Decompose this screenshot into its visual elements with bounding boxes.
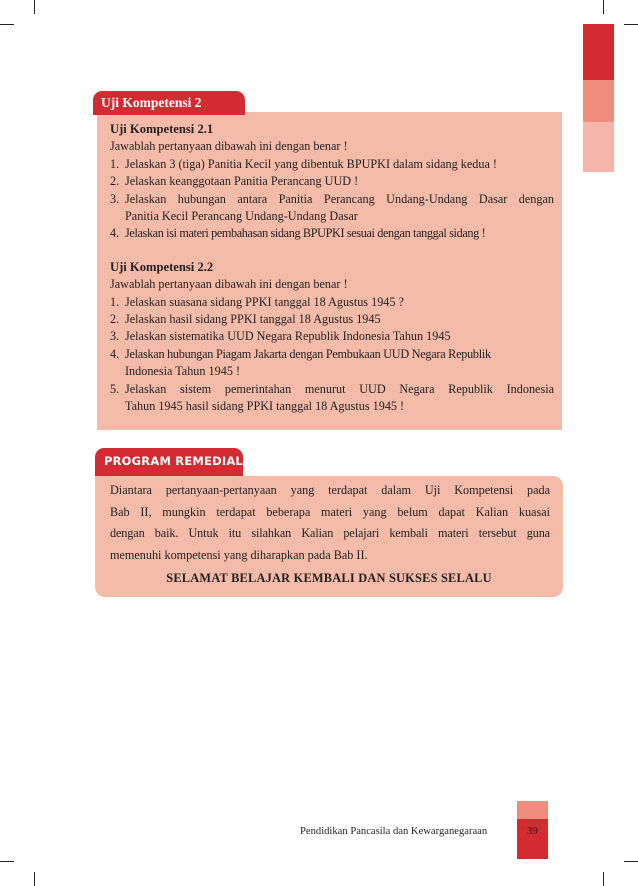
chapter-tab-salmon xyxy=(583,80,614,122)
question-item: 5. Jelaskan sistem pemerintahan menurut UUD Negara Republik Indonesia Tahun 1945 hasil sidang PPKI tanggal 18 Agustus 1945 ! xyxy=(110,381,554,414)
question-list-2 xyxy=(110,294,554,416)
question-item: 1. Jelaskan suasana sidang PPKI tanggal 18 Agustus 1945 ? xyxy=(110,294,404,309)
uji-kompetensi-content xyxy=(110,121,554,416)
crop-mark-top-right-h xyxy=(624,24,638,25)
question-list-1 xyxy=(110,156,554,243)
crop-mark-top-right-v xyxy=(603,0,604,14)
footer-book-title: Pendidikan Pancasila dan Kewarganegaraan xyxy=(300,826,488,837)
remedial-line: dengan baik. Untuk itu silahkan Kalian pelajari kembali materi tersebut guna xyxy=(110,526,550,541)
question-item: 4. Jelaskan isi materi pembahasan sidang BPUPKI sesuai dengan tanggal sidang ! xyxy=(110,226,486,241)
crop-mark-bottom-left-h xyxy=(0,861,14,862)
question-item: 4. Jelaskan hubungan Piagam Jakarta dengan Pembukaan UUD Negara Republik Indonesia Tahun 1945 ! xyxy=(110,346,491,379)
question-item: 3. Jelaskan hubungan antara Panitia Perancang Undang-Undang Dasar dengan Panitia Kecil Perancang Undang-Undang Dasar xyxy=(110,191,554,224)
chapter-tab-red xyxy=(583,24,614,80)
footer-tab-salmon xyxy=(517,801,548,819)
chapter-tab-light xyxy=(583,122,614,172)
program-remedial-label: PROGRAM REMEDIAL xyxy=(95,448,243,476)
crop-mark-top-left-v xyxy=(34,0,35,14)
remedial-line: memenuhi kompetensi yang diharapkan pada Bab II. xyxy=(110,547,368,562)
crop-mark-bottom-right-v xyxy=(603,872,604,886)
question-item: 3. Jelaskan sistematika UUD Negara Republik Indonesia Tahun 1945 xyxy=(110,329,451,344)
uji-kompetensi-label: Uji Kompetensi 2 xyxy=(93,91,245,115)
section-instruction: Jawablah pertanyaan dibawah ini dengan benar ! xyxy=(110,139,348,154)
closing-message: SELAMAT BELAJAR KEMBALI DAN SUKSES SELALU xyxy=(166,571,492,585)
remedial-line: Bab II, mungkin terdapat beberapa materi yang belum dapat Kalian kuasai xyxy=(110,504,550,519)
remedial-line: Diantara pertanyaan-pertanyaan yang terdapat dalam Uji Kompetensi pada xyxy=(110,483,550,497)
question-item: 2. Jelaskan hasil sidang PPKI tanggal 18 Agustus 1945 xyxy=(110,312,381,327)
section-title: Uji Kompetensi 2.2 xyxy=(110,259,214,274)
question-item: 1. Jelaskan 3 (tiga) Panitia Kecil yang dibentuk BPUPKI dalam sidang kedua ! xyxy=(110,156,497,171)
crop-mark-bottom-right-h xyxy=(624,861,638,862)
section-instruction: Jawablah pertanyaan dibawah ini dengan benar ! xyxy=(110,277,348,292)
section-title: Uji Kompetensi 2.1 xyxy=(110,122,214,136)
program-remedial-text xyxy=(110,480,550,566)
crop-mark-bottom-left-v xyxy=(34,872,35,886)
crop-mark-top-left-h xyxy=(0,24,14,25)
page-number: 39 xyxy=(527,825,538,837)
question-item: 2. Jelaskan keanggotaan Panitia Perancang UUD ! xyxy=(110,174,359,189)
